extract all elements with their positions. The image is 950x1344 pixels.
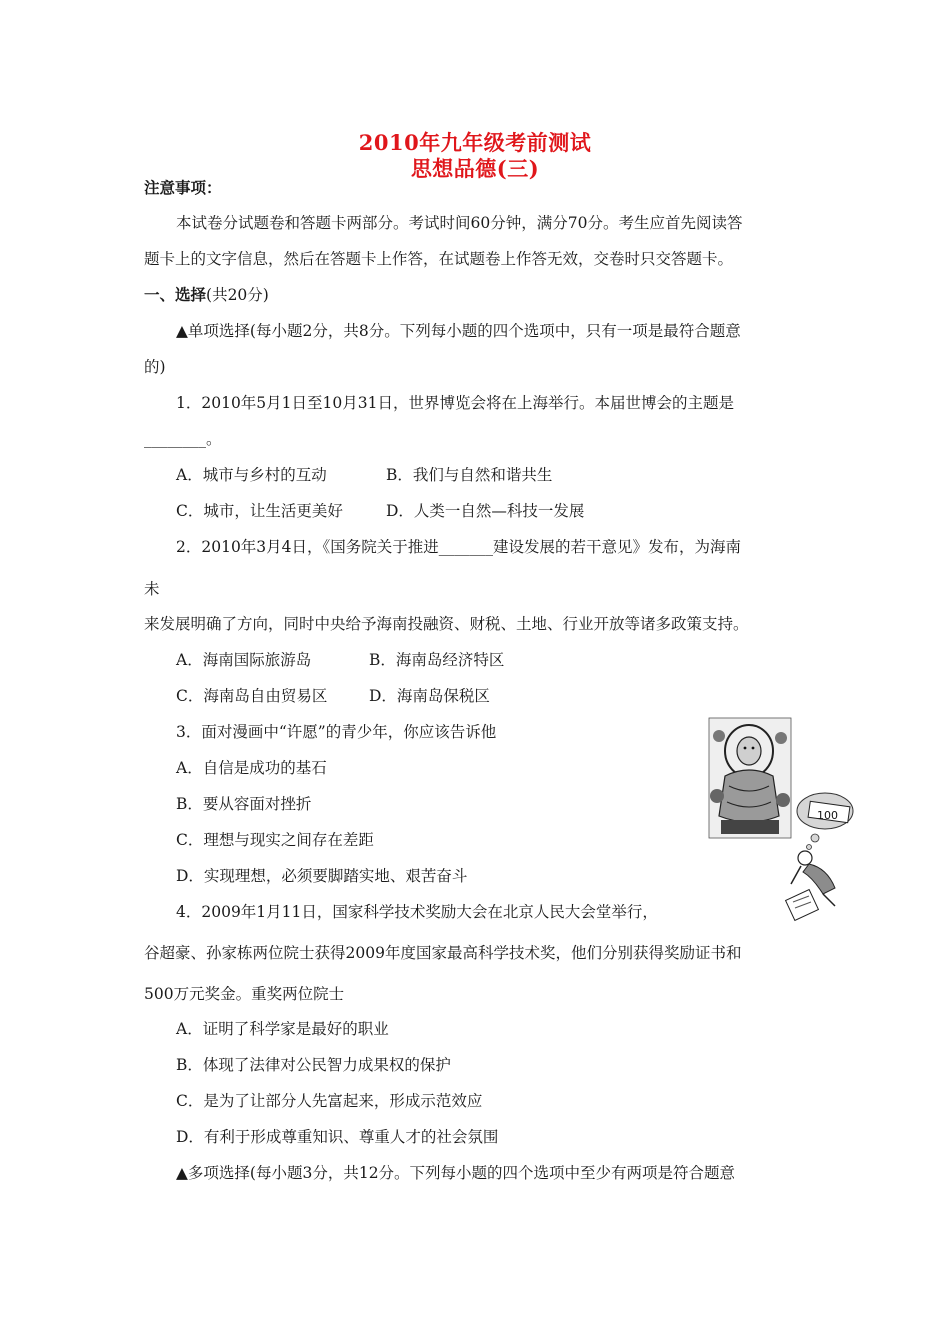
section1-title: 一、选择 <box>144 285 207 304</box>
bubble-money-label: 100 <box>817 809 838 822</box>
section1-points: (共20分) <box>206 286 269 304</box>
exam-subtitle: 思想品德(三) <box>410 156 540 181</box>
notice-text-line-2: 题卡上的文字信息，然后在答题卡上作答，在试题卷上作答无效，交卷时只交答题卡。 <box>144 250 734 268</box>
q2-option-a: A．海南国际旅游岛 <box>176 651 312 669</box>
q1-option-c: C．城市，让生活更美好 <box>176 502 343 520</box>
q3-option-b: B．要从容面对挫折 <box>176 795 312 813</box>
q1-option-a: A．城市与乡村的互动 <box>176 466 327 484</box>
q1-option-b: B．我们与自然和谐共生 <box>386 466 553 484</box>
q1-option-d: D．人类一自然—科技一发展 <box>386 502 585 520</box>
q2-option-d: D．海南岛保税区 <box>369 687 490 705</box>
q4-option-b: B．体现了法律对公民智力成果权的保护 <box>176 1056 451 1074</box>
notice-heading: 注意事项： <box>144 178 222 197</box>
q2-stem: 2．2010年3月4日，《国务院关于推进_______建设发展的若干意见》发布，为海南 <box>176 538 742 556</box>
single-choice-intro-cont: 的) <box>144 358 166 376</box>
buddha-figure <box>709 718 791 838</box>
q4-option-a: A．证明了科学家是最好的职业 <box>176 1020 389 1038</box>
q3-option-c: C．理想与现实之间存在差距 <box>176 831 374 849</box>
q4-option-c: C．是为了让部分人先富起来，形成示范效应 <box>176 1092 483 1110</box>
q1-stem-blank: ________。 <box>144 430 222 448</box>
exam-title: 2010年九年级考前测试 <box>358 130 592 155</box>
q4-stem-cont-2: 500万元奖金。重奖两位院士 <box>144 985 345 1003</box>
q3-stem: 3．面对漫画中“许愿”的青少年，你应该告诉他 <box>176 723 497 741</box>
q2-stem-cont-1: 未 <box>144 580 160 598</box>
multi-choice-intro: ▲多项选择(每小题3分，共12分。下列每小题的四个选项中至少有两项是符合题意 <box>176 1164 736 1182</box>
q4-option-d: D．有利于形成尊重知识、尊重人才的社会氛围 <box>176 1128 499 1146</box>
q4-stem: 4．2009年1月11日，国家科学技术奖励大会在北京人民大会堂举行， <box>176 903 658 921</box>
q2-stem-cont-2: 来发展明确了方向，同时中央给予海南投融资、财税、土地、行业开放等诸多政策支持。 <box>144 615 749 633</box>
q1-stem: 1．2010年5月1日至10月31日，世界博览会将在上海举行。本届世博会的主题是 <box>176 394 734 412</box>
q3-option-d: D．实现理想，必须要脚踏实地、艰苦奋斗 <box>176 867 468 885</box>
q4-stem-cont-1: 谷超豪、孙家栋两位院士获得2009年度国家最高科学技术奖，他们分别获得奖励证书和 <box>144 944 742 962</box>
notice-text-line-1: 本试卷分试题卷和答题卡两部分。考试时间60分钟，满分70分。考生应首先阅读答 <box>176 214 743 232</box>
q2-option-b: B．海南岛经济特区 <box>369 651 505 669</box>
wish-cartoon-image <box>705 716 855 926</box>
q2-option-c: C．海南岛自由贸易区 <box>176 687 328 705</box>
single-choice-intro: ▲单项选择(每小题2分，共8分。下列每小题的四个选项中，只有一项是最符合题意 <box>176 322 741 340</box>
section1-heading <box>144 285 269 305</box>
q3-option-a: A．自信是成功的基石 <box>176 759 327 777</box>
